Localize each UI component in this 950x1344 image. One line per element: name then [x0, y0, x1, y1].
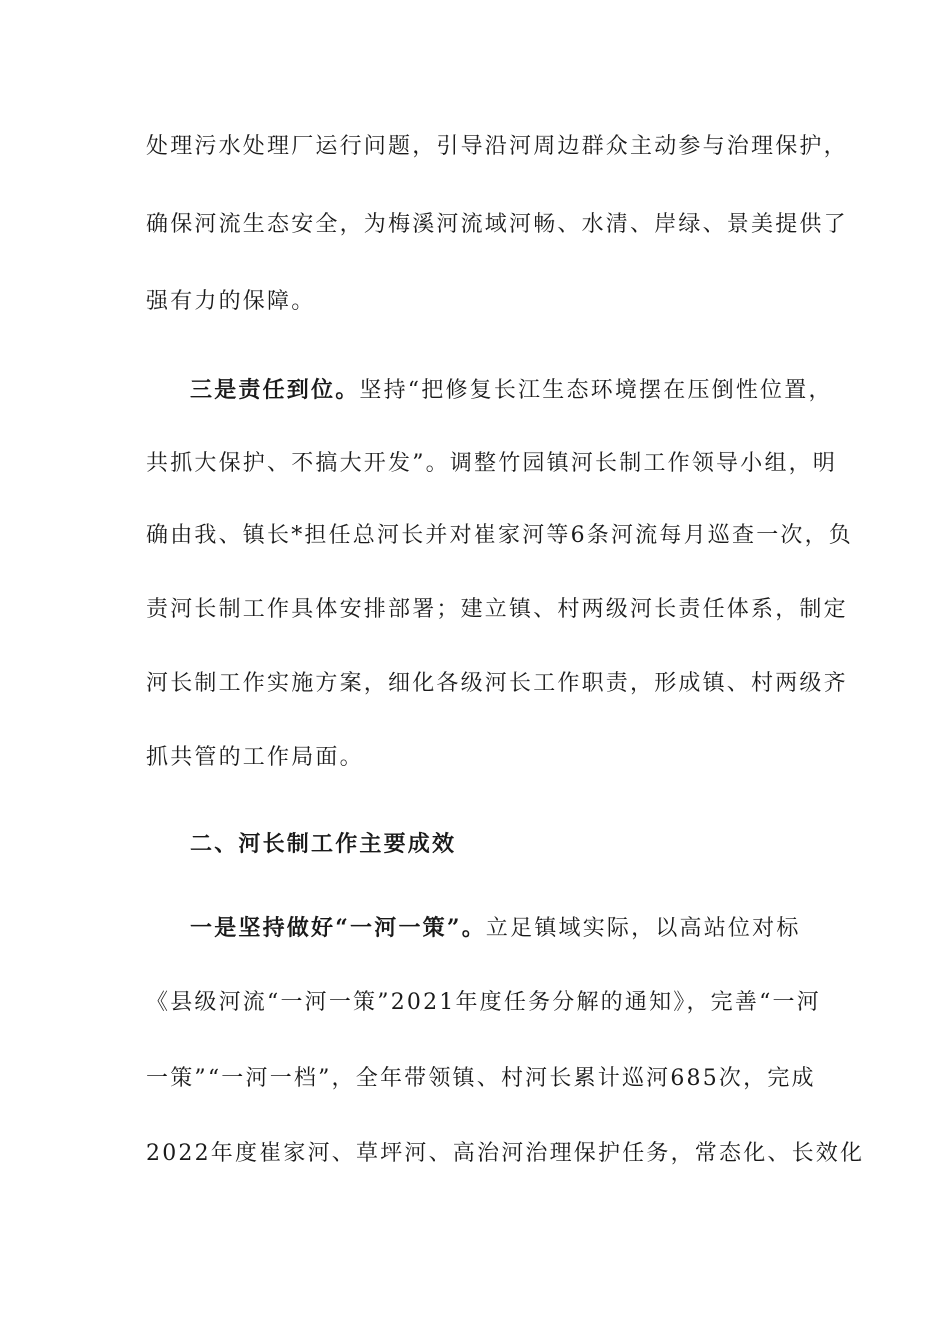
paragraph-2-line-1 — [190, 375, 833, 406]
paragraph-3-line-3: 一策”“一河一档”，全年带领镇、村河长累计巡河685次，完成 — [146, 1066, 816, 1091]
paragraph-1-line-3: 强有力的保障。 — [146, 289, 316, 314]
paragraph-2-line-3: 确由我、镇长*担任总河长并对崔家河等6条河流每月巡查一次，负 — [146, 523, 853, 548]
paragraph-2-line-6: 抓共管的工作局面。 — [146, 745, 364, 770]
paragraph-2-lead: 三是责任到位。 — [190, 377, 360, 403]
paragraph-2-line-1-rest: 坚持“把修复长江生态环境摆在压倒性位置， — [359, 378, 833, 403]
paragraph-3-line-4: 2022年度崔家河、草坪河、高治河治理保护任务，常态化、长效化 — [146, 1141, 865, 1166]
paragraph-2-line-4: 责河长制工作具体安排部署；建立镇、村两级河长责任体系，制定 — [146, 597, 848, 622]
paragraph-1-line-1: 处理污水处理厂运行问题，引导沿河周边群众主动参与治理保护， — [146, 134, 848, 159]
paragraph-3-line-1 — [190, 913, 806, 944]
paragraph-2-line-2: 共抓大保护、不搞大开发”。调整竹园镇河长制工作领导小组，明 — [146, 451, 838, 476]
paragraph-3-lead: 一是坚持做好“一河一策”。 — [190, 915, 486, 941]
paragraph-3-line-2: 《县级河流“一河一策”2021年度任务分解的通知》，完善“一河 — [146, 990, 821, 1015]
paragraph-2-line-5: 河长制工作实施方案，细化各级河长工作职责，形成镇、村两级齐 — [146, 671, 848, 696]
section-heading: 二、河长制工作主要成效 — [190, 831, 457, 857]
paragraph-3-line-1-rest: 立足镇域实际，以高站位对标 — [485, 916, 801, 941]
paragraph-1-line-2: 确保河流生态安全，为梅溪河流域河畅、水清、岸绿、景美提供了 — [146, 212, 848, 237]
